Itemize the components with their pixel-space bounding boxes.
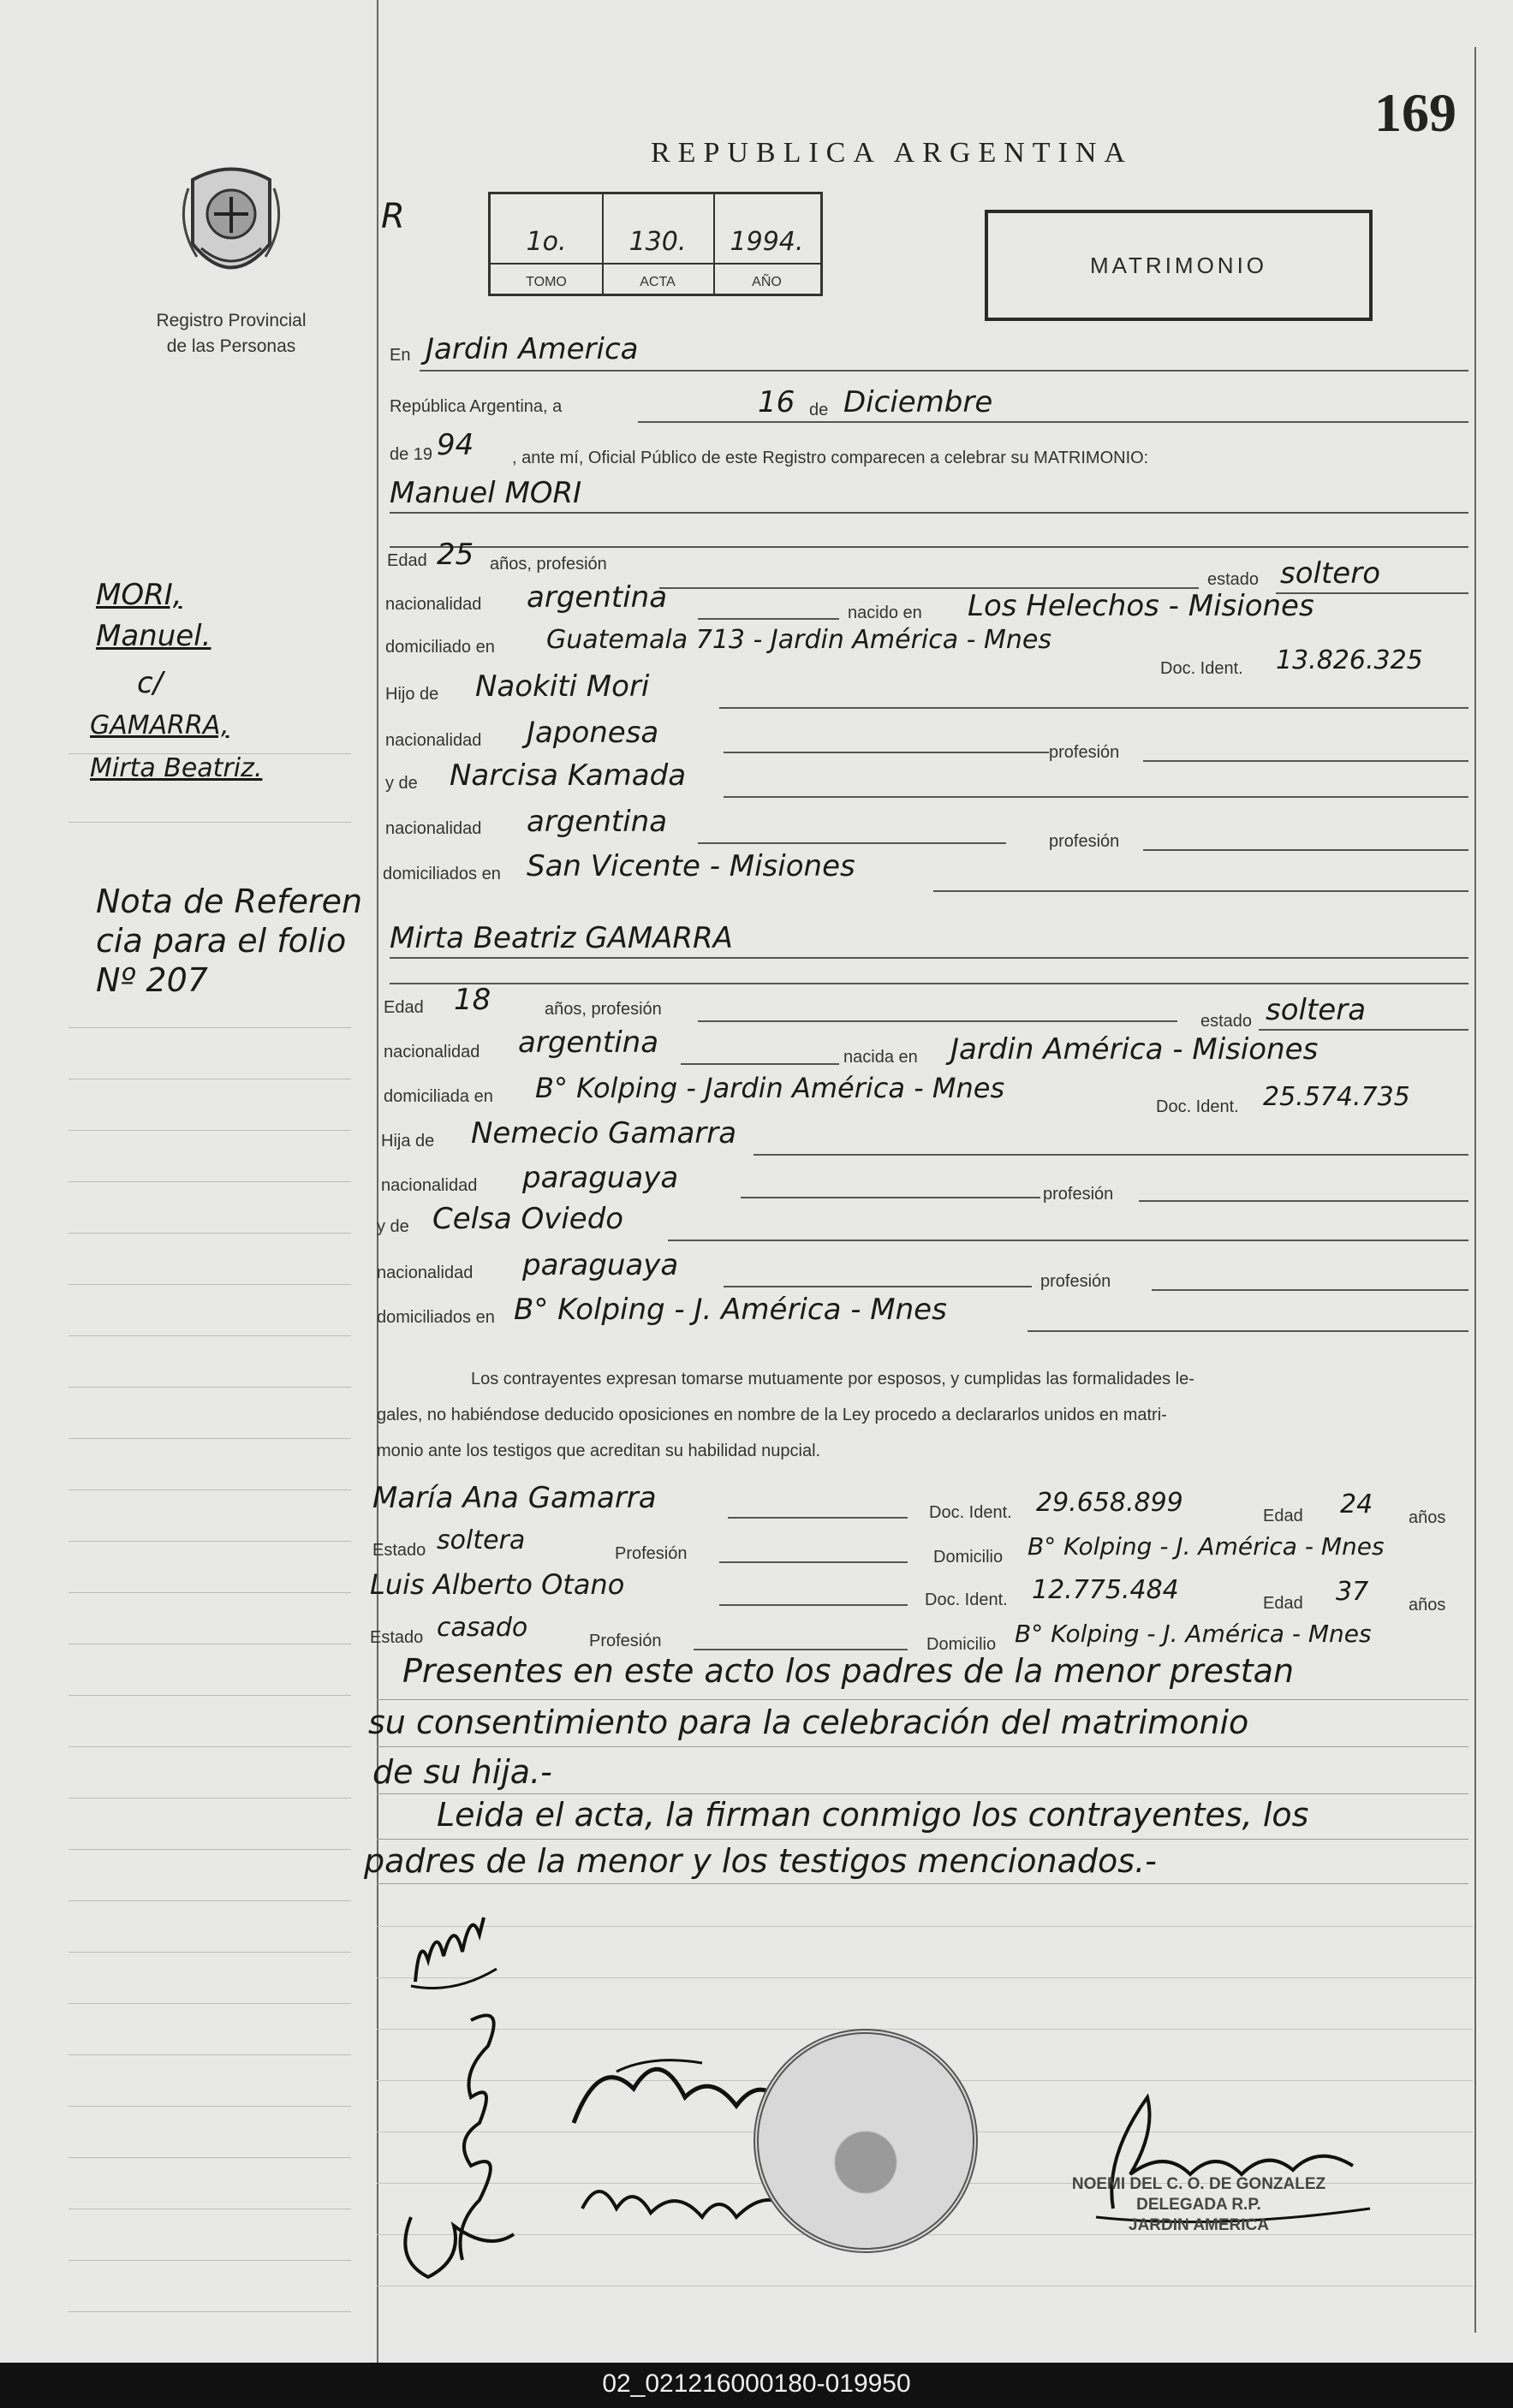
groom-doc-label: Doc. Ident. — [1160, 659, 1243, 678]
bride-dom-label: domiciliada en — [384, 1087, 493, 1106]
margin-line — [69, 1952, 351, 1953]
groom-yde-label: y de — [385, 774, 418, 793]
witness2-age: 37 — [1336, 1577, 1369, 1607]
rule-line — [377, 1977, 1473, 1978]
registry-name — [128, 308, 334, 360]
witness1-prof-line — [719, 1561, 908, 1563]
footer-image-id: 02_021216000180-019950 — [602, 2369, 911, 2398]
en-label: En — [390, 346, 411, 365]
bride-nac-label: nacionalidad — [384, 1043, 480, 1061]
bride-doc-label: Doc. Ident. — [1156, 1097, 1239, 1116]
margin-conj: c/ — [137, 666, 164, 700]
right-rule — [1474, 47, 1476, 2333]
ano-value: 1994. — [730, 227, 804, 257]
witness2-doc-label: Doc. Ident. — [925, 1590, 1008, 1609]
place-line — [420, 370, 1468, 372]
margin-rule — [377, 0, 378, 2363]
month-value: Diciembre — [843, 385, 993, 419]
bride-name-line — [390, 957, 1468, 959]
groom-parents-dom: San Vicente - Misiones — [527, 849, 855, 883]
bride-nac-line — [681, 1063, 839, 1065]
witness1-anos: años — [1409, 1508, 1446, 1527]
groom-father-prof-label: profesión — [1049, 743, 1120, 762]
bride-mother-nac-label: nacionalidad — [377, 1263, 474, 1282]
margin-line — [69, 1900, 351, 1901]
witness2-doc: 12.775.484 — [1032, 1575, 1179, 1605]
bride-mother-prof-line — [1152, 1289, 1468, 1291]
bride-father-nac-label: nacionalidad — [381, 1176, 478, 1195]
witness2-name: Luis Alberto Otano — [370, 1568, 625, 1601]
witness1-estado-label: Estado — [372, 1541, 426, 1560]
bride-nacionalidad: argentina — [518, 1026, 659, 1060]
day-value: 16 — [758, 385, 795, 419]
groom-mother-prof-label: profesión — [1049, 832, 1120, 851]
bride-father-nac-line — [741, 1197, 1040, 1198]
margin-line — [69, 1438, 351, 1439]
country-title: REPUBLICA ARGENTINA — [651, 137, 1133, 169]
groom-father-prof-line — [1143, 760, 1468, 762]
witness2-prof-line — [694, 1649, 908, 1650]
notes-rule — [377, 1699, 1468, 1700]
margin-name-2: Manuel. — [96, 619, 211, 653]
groom-domicile: Guatemala 713 - Jardin América - Mnes — [546, 625, 1052, 655]
margin-line — [69, 1489, 351, 1490]
margin-line — [69, 822, 351, 823]
groom-age: 25 — [437, 538, 474, 572]
witness1-dom-label: Domicilio — [933, 1548, 1004, 1567]
groom-estado-label: estado — [1207, 570, 1260, 589]
groom-mother: Narcisa Kamada — [450, 758, 687, 793]
groom-parents-dom-label: domiciliados en — [383, 865, 501, 883]
registry-line-1: Registro Provincial — [156, 311, 307, 330]
bride-mother-nac: paraguaya — [522, 1248, 679, 1282]
margin-reference-note: Nota de Referen cia para el folio Nº 207 — [96, 883, 363, 999]
statement-text: , ante mí, Oficial Público de este Registro comparecen a celebrar su MATRIMONIO: — [512, 449, 1149, 467]
bride-age: 18 — [454, 983, 491, 1017]
witness1-doc-label: Doc. Ident. — [929, 1503, 1012, 1522]
declaration-line-2: gales, no habiéndose deducido oposiciones en nombre de la Ley procedo a declararlos unidos en matri- — [377, 1406, 1167, 1424]
groom-father-nac-line — [724, 752, 1049, 753]
notes-line-1: Presentes en este acto los padres de la menor prestan — [402, 1652, 1295, 1690]
witness1-prof-label: Profesión — [615, 1544, 688, 1563]
bride-anos-profesion: años, profesión — [545, 1000, 662, 1019]
margin-line — [69, 1798, 351, 1799]
margin-line — [69, 2003, 351, 2004]
witness2-edad-label: Edad — [1263, 1594, 1303, 1613]
witness1-estado: soltera — [437, 1525, 526, 1555]
margin-line — [69, 1695, 351, 1696]
margin-line — [69, 1541, 351, 1542]
notes-line-5: padres de la menor y los testigos mencionados.- — [364, 1842, 1157, 1880]
margin-line — [69, 1181, 351, 1182]
official-stamp-line-2: DELEGADA R.P. — [1136, 2196, 1261, 2214]
witness2-name-line — [719, 1604, 908, 1606]
bride-mother: Celsa Oviedo — [432, 1202, 624, 1236]
margin-line — [69, 2311, 351, 2312]
notes-rule — [377, 1746, 1468, 1747]
margin-line — [69, 1387, 351, 1388]
groom-nacionalidad: argentina — [527, 580, 668, 615]
bride-birthplace: Jardin América - Misiones — [950, 1032, 1319, 1067]
margin-line — [69, 1746, 351, 1747]
witness1-name-line — [728, 1517, 908, 1519]
margin-line — [69, 1027, 351, 1028]
bride-father-line — [754, 1154, 1468, 1156]
margin-line — [69, 2157, 351, 2158]
handwritten-mark: R — [381, 197, 405, 236]
witness2-estado-label: Estado — [370, 1628, 424, 1647]
groom-father-nac: Japonesa — [527, 716, 659, 750]
bride-father-prof-label: profesión — [1043, 1185, 1114, 1204]
bride-edad-label: Edad — [384, 998, 424, 1017]
official-stamp — [1019, 2174, 1379, 2236]
declaration-line-1: Los contrayentes expresan tomarse mutuamente por esposos, y cumplidas las formalidades le- — [471, 1370, 1194, 1388]
place-value: Jardin America — [426, 332, 639, 366]
margin-line — [69, 1284, 351, 1285]
date-line — [638, 421, 1468, 423]
bride-hija-label: Hija de — [381, 1132, 435, 1150]
margin-line — [69, 1849, 351, 1850]
tomo-cell — [491, 194, 604, 294]
margin-name-4: Mirta Beatriz. — [90, 753, 263, 783]
witness1-age: 24 — [1340, 1489, 1373, 1519]
margin-name-3: GAMARRA, — [90, 711, 229, 740]
republica-label: República Argentina, a — [390, 397, 563, 416]
notes-line-4: Leida el acta, la firman conmigo los contrayentes, los — [437, 1796, 1309, 1834]
witness1-domicilio: B° Kolping - J. América - Mnes — [1028, 1532, 1385, 1561]
signature-witness-icon — [385, 2003, 557, 2294]
bride-estado-line — [1259, 1029, 1468, 1031]
notes-rule — [377, 1839, 1468, 1840]
de-label: de — [809, 401, 829, 419]
bride-name-line-2 — [390, 983, 1468, 984]
groom-father-nac-label: nacionalidad — [385, 731, 482, 750]
provincial-coat-of-arms-icon — [176, 163, 287, 291]
official-stamp-line-1: NOEMI DEL C. O. DE GONZALEZ — [1071, 2175, 1326, 2193]
registry-round-stamp-icon — [754, 2029, 978, 2253]
bride-nacida-label: nacida en — [843, 1048, 918, 1067]
groom-nac-label: nacionalidad — [385, 595, 482, 614]
notes-line-2: su consentimiento para la celebración del matrimonio — [368, 1703, 1249, 1741]
margin-line — [69, 1592, 351, 1593]
margin-line — [69, 2260, 351, 2261]
tomo-value: 1o. — [526, 227, 567, 257]
margin-line — [69, 1130, 351, 1131]
groom-nacido-label: nacido en — [848, 603, 922, 622]
de19-label: de 19 — [390, 445, 433, 464]
matrimonio-box: MATRIMONIO — [985, 210, 1373, 321]
rule-line — [377, 1926, 1473, 1927]
bride-name: Mirta Beatriz GAMARRA — [390, 921, 733, 955]
bride-parents-dom-label: domiciliados en — [377, 1308, 495, 1327]
groom-hijo-label: Hijo de — [385, 685, 439, 704]
bride-yde-label: y de — [377, 1217, 409, 1236]
groom-father-line — [719, 707, 1468, 709]
notes-rule — [377, 1793, 1468, 1794]
witness1-edad-label: Edad — [1263, 1507, 1303, 1525]
bride-doc: 25.574.735 — [1263, 1082, 1410, 1112]
groom-doc: 13.826.325 — [1276, 645, 1423, 675]
groom-estado: soltero — [1280, 556, 1380, 591]
groom-mother-line — [724, 796, 1468, 798]
bride-mother-line — [668, 1240, 1468, 1241]
bride-parents-dom: B° Kolping - J. América - Mnes — [514, 1293, 947, 1327]
groom-mother-nac-label: nacionalidad — [385, 819, 482, 838]
ano-label: AÑO — [752, 275, 782, 289]
year-value: 94 — [437, 428, 474, 462]
groom-anos-profesion: años, profesión — [490, 555, 607, 574]
groom-name-line-2 — [390, 546, 1468, 548]
bride-father: Nemecio Gamarra — [471, 1116, 737, 1150]
bride-parents-dom-line — [1028, 1330, 1468, 1332]
bride-mother-nac-line — [724, 1286, 1032, 1287]
witness2-dom-label: Domicilio — [926, 1635, 997, 1654]
groom-mother-prof-line — [1143, 849, 1468, 851]
bride-father-prof-line — [1139, 1200, 1468, 1202]
notes-line-3: de su hija.- — [372, 1753, 552, 1791]
registry-line-2: de las Personas — [166, 336, 296, 356]
witness1-doc: 29.658.899 — [1036, 1488, 1183, 1518]
witness1-name: María Ana Gamarra — [372, 1481, 657, 1515]
declaration-text — [377, 1361, 1468, 1469]
acta-label: ACTA — [640, 275, 676, 289]
notes-rule — [377, 1883, 1468, 1884]
bride-domicile: B° Kolping - Jardin América - Mnes — [535, 1072, 1005, 1104]
groom-nac-line — [698, 618, 839, 620]
groom-mother-nac-line — [698, 842, 1006, 844]
groom-birthplace: Los Helechos - Misiones — [968, 589, 1314, 623]
witness2-prof-label: Profesión — [589, 1632, 662, 1650]
witness2-anos: años — [1409, 1596, 1446, 1614]
page-number: 169 — [1374, 82, 1456, 143]
groom-edad-label: Edad — [387, 551, 427, 570]
groom-father: Naokiti Mori — [475, 669, 650, 704]
bride-father-nac: paraguaya — [522, 1161, 679, 1195]
acta-cell — [602, 194, 715, 294]
margin-line — [69, 2054, 351, 2055]
witness2-domicilio: B° Kolping - J. América - Mnes — [1015, 1620, 1372, 1648]
declaration-line-3: monio ante los testigos que acreditan su habilidad nupcial. — [377, 1442, 821, 1460]
groom-name-line — [390, 512, 1468, 514]
ano-cell — [713, 194, 820, 294]
signature-mori-icon — [402, 1900, 505, 2003]
groom-dom-label: domiciliado en — [385, 638, 495, 657]
official-stamp-line-3: JARDIN AMERICA — [1129, 2216, 1269, 2234]
groom-mother-nac: argentina — [527, 805, 668, 839]
margin-line — [69, 1335, 351, 1336]
tomo-label: TOMO — [526, 275, 567, 289]
margin-name-1: MORI, — [96, 578, 182, 612]
bride-estado-label: estado — [1200, 1012, 1253, 1031]
bride-estado: soltera — [1266, 993, 1367, 1027]
margin-line — [69, 2106, 351, 2107]
acta-value: 130. — [628, 227, 687, 257]
margin-line — [69, 1233, 351, 1234]
bride-prof-line — [698, 1020, 1177, 1022]
groom-parents-dom-line — [933, 890, 1468, 892]
bride-mother-prof-label: profesión — [1040, 1272, 1111, 1291]
witness2-estado: casado — [437, 1613, 528, 1643]
groom-name: Manuel MORI — [390, 476, 582, 510]
tomo-acta-box — [488, 192, 823, 296]
